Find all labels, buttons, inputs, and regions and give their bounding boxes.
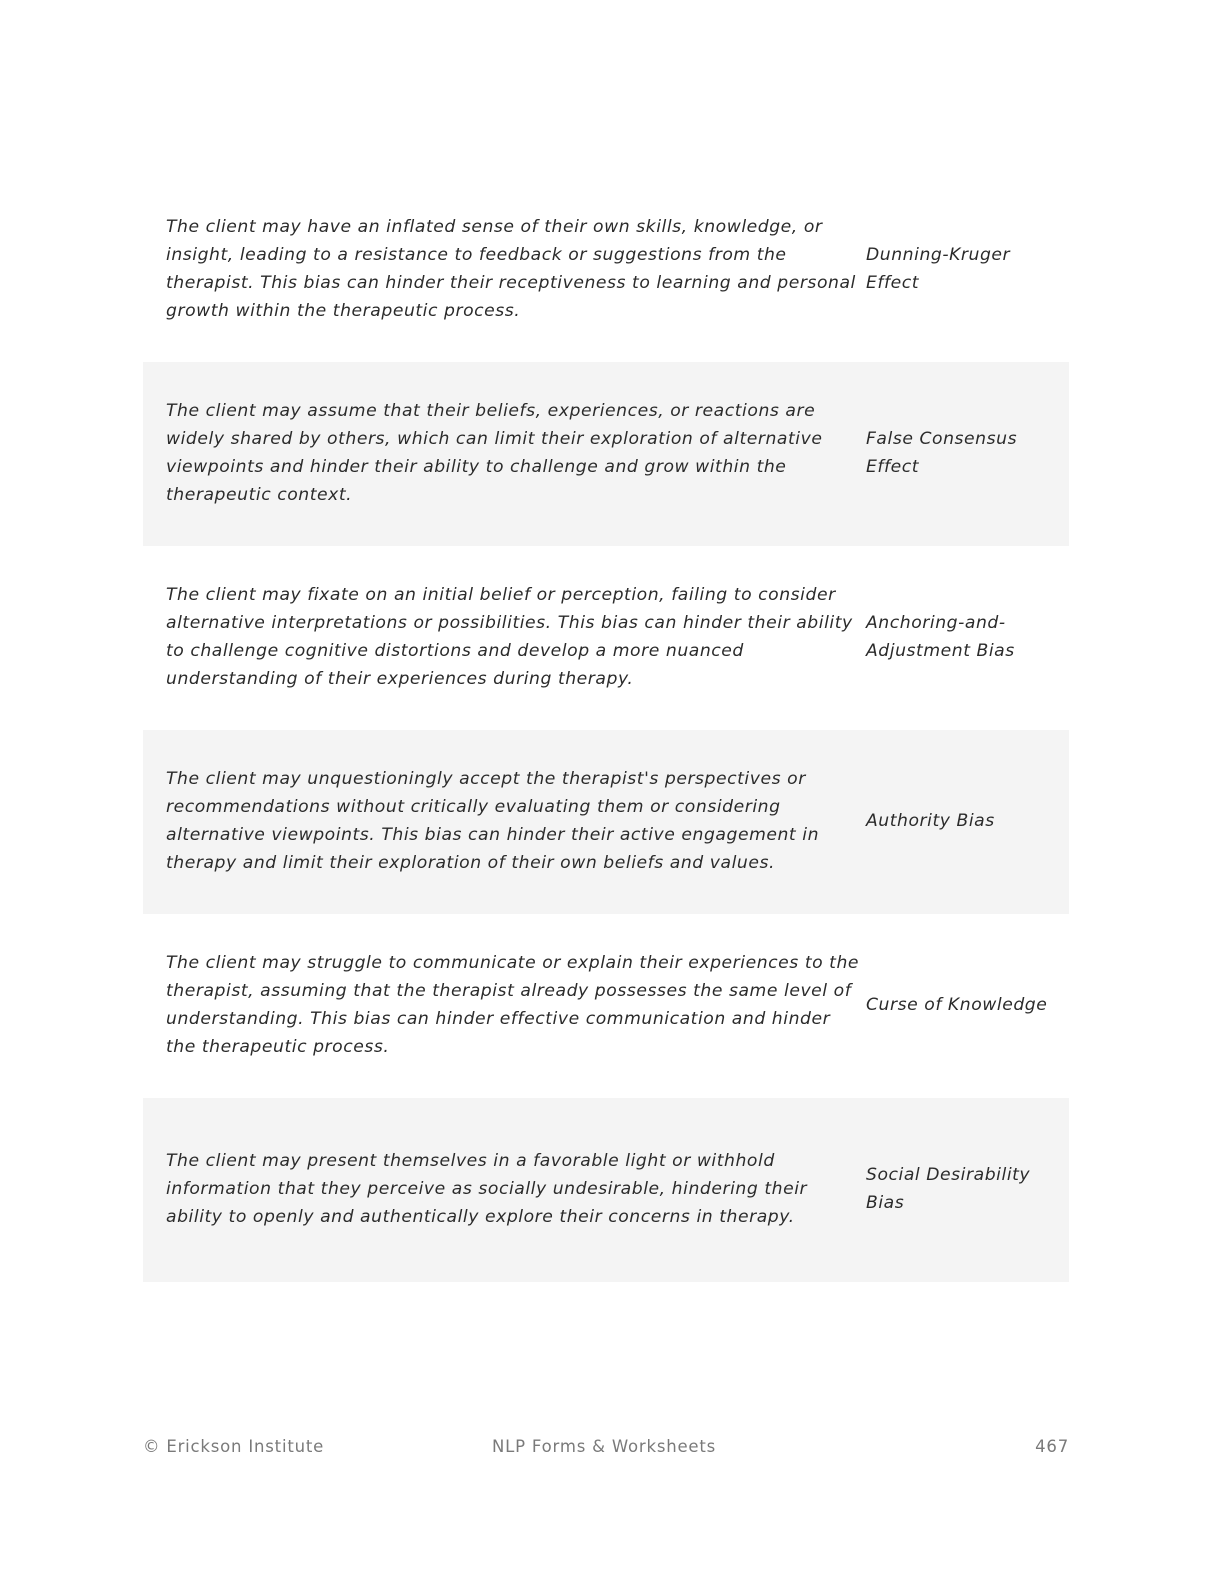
page-footer <box>143 1437 1069 1461</box>
bias-name: Anchoring-and-Adjustment Bias <box>866 613 1015 661</box>
table-row <box>143 546 1069 730</box>
bias-description: The client may present themselves in a favorable light or withhold information that they perceive as socially undesirable, hindering their ability to openly and authentically explore their concerns in therapy. <box>166 1151 808 1227</box>
bias-name: Dunning-Kruger Effect <box>866 245 1011 293</box>
page-number: 467 <box>1035 1437 1069 1456</box>
footer-title: NLP Forms & Worksheets <box>492 1437 717 1456</box>
bias-table <box>143 178 1069 1282</box>
bias-name: Social Desirability Bias <box>866 1165 1031 1213</box>
table-row <box>143 362 1069 546</box>
bias-description: The client may fixate on an initial belief or perception, failing to consider alternative interpretations or possibilities. This bias can hinder their ability to challenge cognitive distortions and develop a more nuanced understanding of their experiences during therapy. <box>166 585 853 689</box>
table-row <box>143 178 1069 362</box>
bias-description: The client may have an inflated sense of their own skills, knowledge, or insight, leading to a resistance to feedback or suggestions from the therapist. This bias can hinder their receptiveness to learning and personal growth within the therapeutic process. <box>166 217 856 321</box>
bias-name: Authority Bias <box>866 811 995 832</box>
bias-name: False Consensus Effect <box>866 429 1018 477</box>
footer-copyright: © Erickson Institute <box>143 1437 325 1456</box>
table-row <box>143 914 1069 1098</box>
bias-description: The client may assume that their beliefs, experiences, or reactions are widely shared by others, which can limit their exploration of alternative viewpoints and hinder their ability to challenge and grow within the therapeutic context. <box>166 401 823 505</box>
table-row <box>143 1098 1069 1282</box>
bias-name: Curse of Knowledge <box>866 995 1048 1016</box>
bias-description: The client may struggle to communicate or explain their experiences to the therapist, assuming that the therapist already possesses the same level of understanding. This bias can hinder effective communication and hinder the therapeutic process. <box>166 953 860 1057</box>
table-row <box>143 730 1069 914</box>
bias-description: The client may unquestioningly accept the therapist's perspectives or recommendations without critically evaluating them or considering alternative viewpoints. This bias can hinder their active engagement in therapy and limit their exploration of their own beliefs and values. <box>166 769 820 873</box>
